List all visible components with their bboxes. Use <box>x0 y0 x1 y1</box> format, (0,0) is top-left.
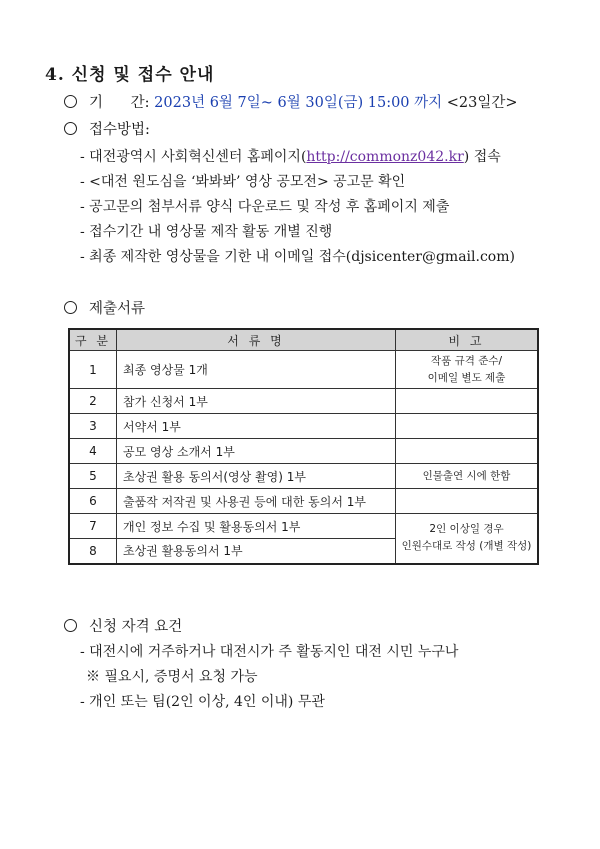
table-row <box>69 389 538 414</box>
row-note <box>396 489 539 514</box>
documents-heading <box>64 297 145 318</box>
row-no: 5 <box>69 464 117 489</box>
circle-bullet-icon <box>64 122 77 135</box>
row-note: 인물출연 시에 한함 <box>396 464 539 489</box>
row-name: 최종 영상물 1개 <box>117 351 396 389</box>
table-row <box>69 414 538 439</box>
row-no: 2 <box>69 389 117 414</box>
period-note: <23일간> <box>446 95 518 111</box>
row-no: 8 <box>69 539 117 564</box>
documents-label: 제출서류 <box>89 301 146 317</box>
method-item: - 최종 제작한 영상물을 기한 내 이메일 접수(djsicenter@gmail.com) <box>80 249 515 265</box>
row-no: 7 <box>69 514 117 539</box>
row-note <box>396 439 539 464</box>
row-name: 공모 영상 소개서 1부 <box>117 439 396 464</box>
table-header-row <box>69 329 538 351</box>
period-line <box>64 91 518 112</box>
row-name: 개인 정보 수집 및 활용동의서 1부 <box>117 514 396 539</box>
circle-bullet-icon <box>64 95 77 108</box>
period-label: 기 간: <box>89 95 155 111</box>
header-name: 서 류 명 <box>117 329 396 351</box>
row-no: 4 <box>69 439 117 464</box>
eligibility-note: ※ 필요시, 증명서 요청 가능 <box>86 669 258 685</box>
method-item: - 접수기간 내 영상물 제작 활동 개별 진행 <box>80 224 333 240</box>
row-name: 출품작 저작권 및 사용권 등에 대한 동의서 1부 <box>117 489 396 514</box>
table-row <box>69 464 538 489</box>
row-note <box>396 389 539 414</box>
eligibility-item: - 개인 또는 팀(2인 이상, 4인 이내) 무관 <box>80 694 325 710</box>
note-line: 인원수대로 작성 (개별 작성) <box>401 540 532 553</box>
table-row <box>69 351 538 389</box>
row-no: 3 <box>69 414 117 439</box>
row-name: 초상권 활용 동의서(영상 촬영) 1부 <box>117 464 396 489</box>
row-name: 참가 신청서 1부 <box>117 389 396 414</box>
section-title: 4. 신청 및 접수 안내 <box>45 65 215 85</box>
header-note: 비 고 <box>396 329 539 351</box>
row-no: 6 <box>69 489 117 514</box>
eligibility-heading <box>64 615 182 636</box>
method-heading <box>64 118 150 139</box>
row-note <box>396 414 539 439</box>
note-line: 2인 이상일 경우 <box>429 523 504 536</box>
circle-bullet-icon <box>64 301 77 314</box>
eligibility-item: - 대전시에 거주하거나 대전시가 주 활동지인 대전 시민 누구나 <box>80 644 459 660</box>
homepage-link[interactable]: http://commonz042.kr <box>306 149 464 165</box>
method-item-text: ) 접속 <box>463 149 501 165</box>
documents-table <box>68 328 539 565</box>
header-no: 구 분 <box>69 329 117 351</box>
method-item-text: - 대전광역시 사회혁신센터 홈페이지( <box>80 149 307 165</box>
table-row <box>69 514 538 539</box>
method-item: - 공고문의 첨부서류 양식 다운로드 및 작성 후 홈페이지 제출 <box>80 199 450 215</box>
method-item: - <대전 원도심을 ‘봐봐봐’ 영상 공모전> 공고문 확인 <box>80 174 406 190</box>
method-item <box>80 146 501 166</box>
period-value: 2023년 6월 7일~ 6월 30일(금) 15:00 까지 <box>154 95 443 111</box>
row-name: 서약서 1부 <box>117 414 396 439</box>
row-name: 초상권 활용동의서 1부 <box>117 539 396 564</box>
table-row <box>69 439 538 464</box>
row-no: 1 <box>69 351 117 389</box>
table-row <box>69 489 538 514</box>
row-note <box>396 351 539 389</box>
row-note <box>396 514 539 564</box>
note-line: 이메일 별도 제출 <box>427 371 506 384</box>
circle-bullet-icon <box>64 619 77 632</box>
eligibility-label: 신청 자격 요건 <box>89 619 183 635</box>
method-label: 접수방법: <box>89 122 150 138</box>
note-line: 작품 규격 준수/ <box>430 354 503 367</box>
